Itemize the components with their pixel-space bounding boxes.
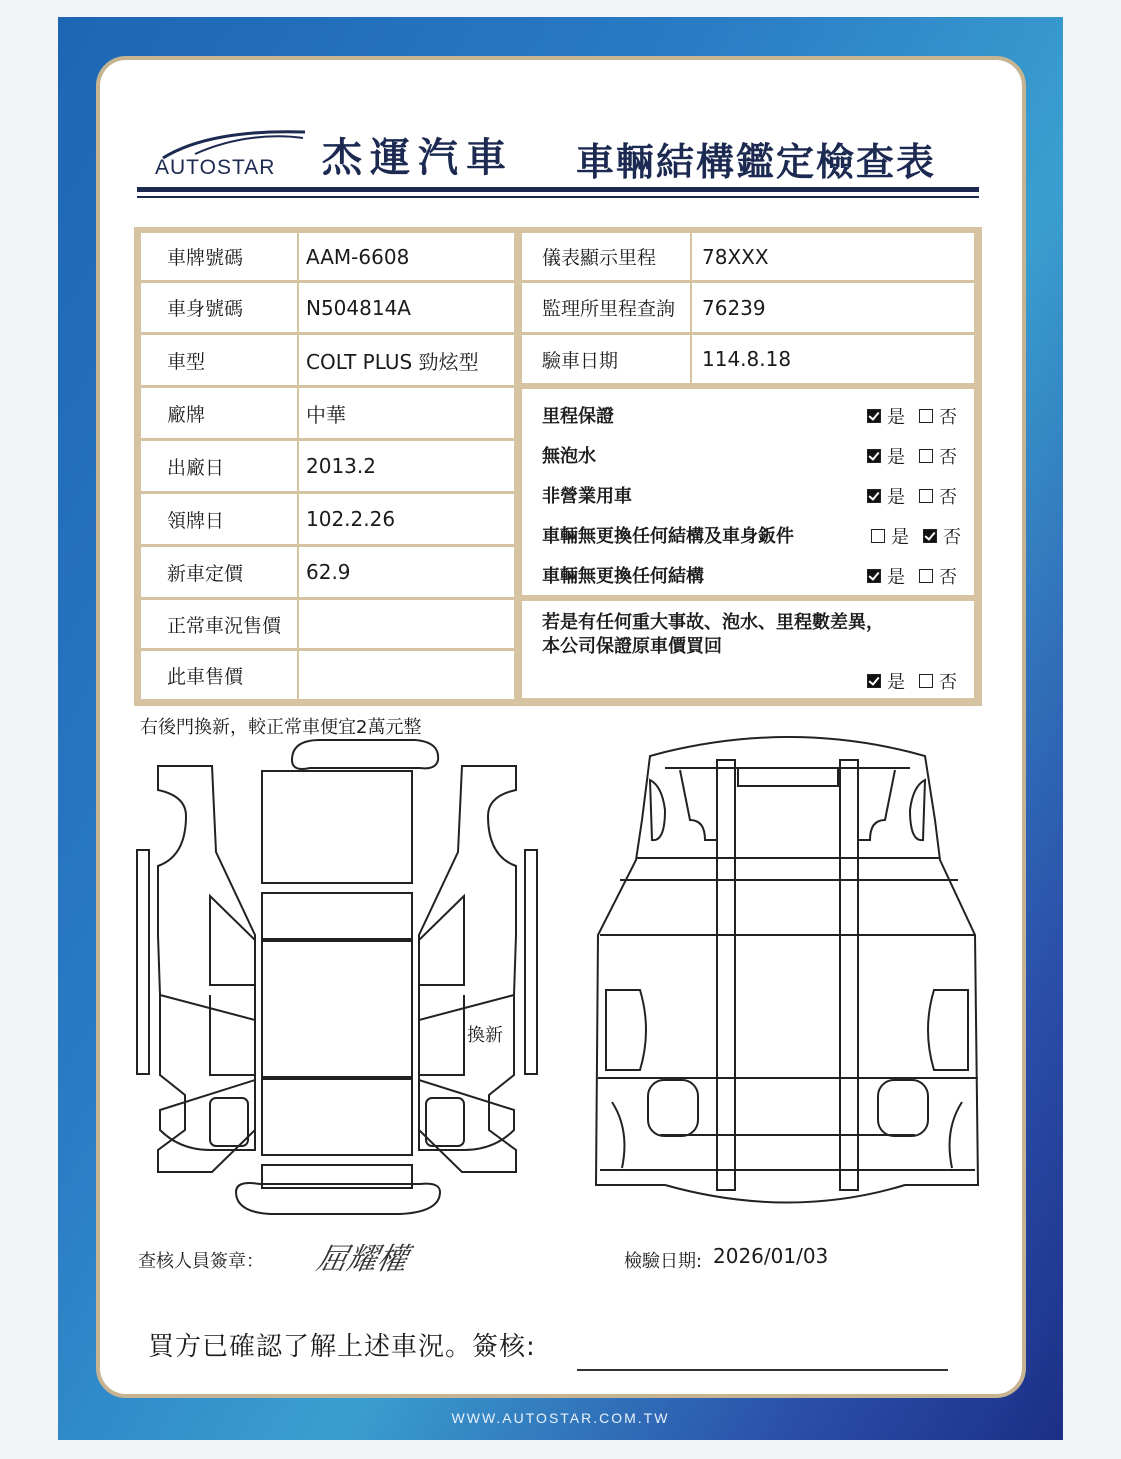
buyer-confirmation-label: 買方已確認了解上述車況。簽核: [148,1332,536,1362]
value-brand: 中華 [299,388,514,438]
check-label-no-structure-replaced: 車輛無更換任何結構 [542,566,704,587]
label-text: 車牌號碼 [167,247,244,269]
inspection-date-value: 2026/01/03 [713,1244,829,1268]
option-no: 否 [939,447,957,468]
value-new-price: 62.9 [299,547,514,597]
check-label-no-panels-replaced: 車輛無更換任何結構及車身鈑件 [542,526,794,547]
buyer-signature-line[interactable] [577,1369,948,1371]
value-manufacture-date: 2013.2 [299,441,514,491]
inspector-label: 查核人員簽章： [138,1251,264,1272]
check-label-mileage: 里程保證 [542,406,614,427]
value-model: COLT PLUS 勁炫型 [299,335,514,385]
value-inspection-date: 114.8.18 [692,335,974,383]
remark-text: 右後門換新，較正常車便宜2萬元整 [140,717,422,738]
check-label-flood: 無泡水 [542,446,596,467]
label-registration-date: 領牌日 [141,494,297,544]
logo-text: AUTOSTAR [155,156,276,179]
option-yes: 是 [887,407,905,428]
inspection-date-label: 檢驗日期: [624,1251,703,1272]
value-vin: N504814A [299,283,514,332]
value-odometer: 78XXX [692,233,974,280]
label-odometer: 儀表顯示里程 [522,233,690,280]
footer-url: WWW.AUTOSTAR.COM.TW [451,1410,670,1426]
option-no: 否 [939,487,957,508]
label-vin: 車身號碼 [141,283,297,332]
option-yes: 是 [887,672,905,693]
label-new-price: 新車定價 [141,547,297,597]
guarantee-line-1: 若是有任何重大事故、泡水、里程數差異， [542,612,884,633]
check-label-non-commercial: 非營業用車 [542,486,632,507]
option-no: 否 [943,527,961,548]
option-no: 否 [939,672,957,693]
option-no: 否 [939,407,957,428]
value-plate: AAM-6608 [299,233,514,280]
option-yes: 是 [891,527,909,548]
guarantee-line-2: 本公司保證原車價買回 [542,636,722,657]
inspector-signature: 屈耀權 [313,1242,411,1277]
label-sale-price: 此車售價 [141,651,297,699]
label-brand: 廠牌 [141,388,297,438]
value-registry-mileage: 76239 [692,283,974,332]
label-model: 車型 [141,335,297,385]
label-inspection-date: 驗車日期 [522,335,690,383]
option-yes: 是 [887,567,905,588]
company-name: 杰運汽車 [322,135,514,181]
label-normal-price: 正常車況售價 [141,600,297,648]
option-yes: 是 [887,447,905,468]
value-registration-date: 102.2.26 [299,494,514,544]
replaced-part-mark: 換新 [467,1025,503,1046]
label-registry-mileage: 監理所里程查詢 [522,283,690,332]
label-manufacture-date: 出廠日 [141,441,297,491]
option-no: 否 [939,567,957,588]
option-yes: 是 [887,487,905,508]
document-title: 車輛結構鑑定檢查表 [576,140,937,184]
